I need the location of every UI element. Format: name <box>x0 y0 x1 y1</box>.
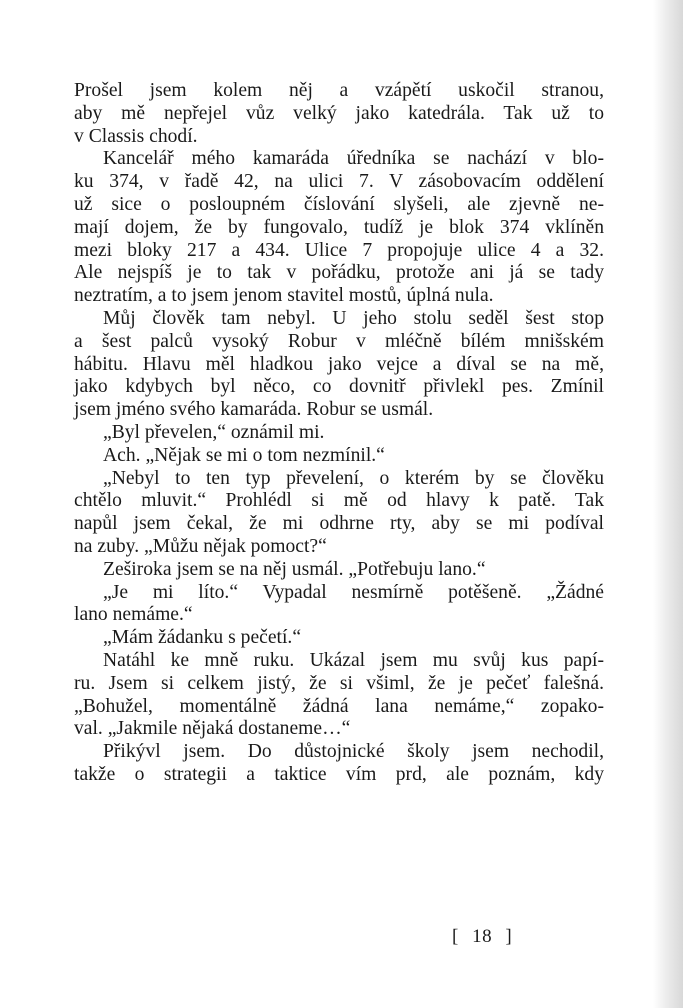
text-line: takže o strategii a taktice vím prd, ale poznám, kdy <box>74 763 604 785</box>
text-line: na zuby. „Můžu nějak pomoct?“ <box>74 535 327 557</box>
text-line: Ale nejspíš je to tak v pořádku, protože ani já se tady <box>74 262 604 284</box>
text-line: Můj člověk tam nebyl. U jeho stolu seděl šest stop <box>103 307 604 329</box>
text-line: jsem jméno svého kamaráda. Robur se usmál. <box>74 399 434 421</box>
text-line: val. „Jakmile nějaká dostaneme…“ <box>74 718 351 740</box>
text-line: už sice o posloupném číslování slyšeli, ale zjevně ne- <box>74 193 604 215</box>
text-line: ku 374, v řadě 42, na ulici 7. V zásobovacím oddělení <box>74 171 604 193</box>
text-line: „Byl převelen,“ oznámil mi. <box>103 421 325 443</box>
text-line: Přikývl jsem. Do důstojnické školy jsem nechodil, <box>103 741 604 763</box>
page-edge-shadow <box>653 0 683 1008</box>
text-line: mají dojem, že by fungovalo, tudíž je blok 374 vklíněn <box>74 216 604 238</box>
text-line: Kancelář mého kamaráda úředníka se nachází v blo- <box>103 148 604 170</box>
text-line: „Bohužel, momentálně žádná lana nemáme,“ zopako- <box>74 695 604 717</box>
text-line: Ach. „Nějak se mi o tom nezmínil.“ <box>103 444 385 466</box>
page-number: [ 18 ] <box>452 926 513 947</box>
text-line: „Mám žádanku s pečetí.“ <box>103 627 302 649</box>
body-text <box>74 80 604 787</box>
text-line: Zeširoka jsem se na něj usmál. „Potřebuju lano.“ <box>103 558 486 580</box>
text-line: „Je mi líto.“ Vypadal nesmírně potěšeně. „Žádné <box>103 581 604 603</box>
text-line: „Nebyl to ten typ převelení, o kterém by se člověku <box>103 467 604 489</box>
text-line: lano nemáme.“ <box>74 604 193 626</box>
text-line: mezi bloky 217 a 434. Ulice 7 propojuje ulice 4 a 32. <box>74 239 604 261</box>
text-line: v Classis chodí. <box>74 125 198 147</box>
text-line: a šest palců vysoký Robur v mléčně bílém mnišském <box>74 330 604 352</box>
text-line: chtělo mluvit.“ Prohlédl si mě od hlavy k patě. Tak <box>74 490 604 512</box>
text-line: ru. Jsem si celkem jistý, že si všiml, že je pečeť falešná. <box>74 672 604 694</box>
text-line: aby mě nepřejel vůz velký jako katedrála. Tak už to <box>74 102 604 124</box>
text-line: Prošel jsem kolem něj a vzápětí uskočil stranou, <box>74 80 604 101</box>
text-line: Natáhl ke mně ruku. Ukázal jsem mu svůj kus papí- <box>103 649 604 671</box>
text-line: napůl jsem čekal, že mi odhrne rty, aby se mi podíval <box>74 513 604 535</box>
text-line: hábitu. Hlavu měl hladkou jako vejce a díval se na mě, <box>74 353 604 375</box>
text-line: neztratím, a to jsem jenom stavitel mostů, úplná nula. <box>74 285 494 307</box>
text-line: jako kdybych byl něco, co dovnitř přivlekl pes. Zmínil <box>74 376 604 398</box>
